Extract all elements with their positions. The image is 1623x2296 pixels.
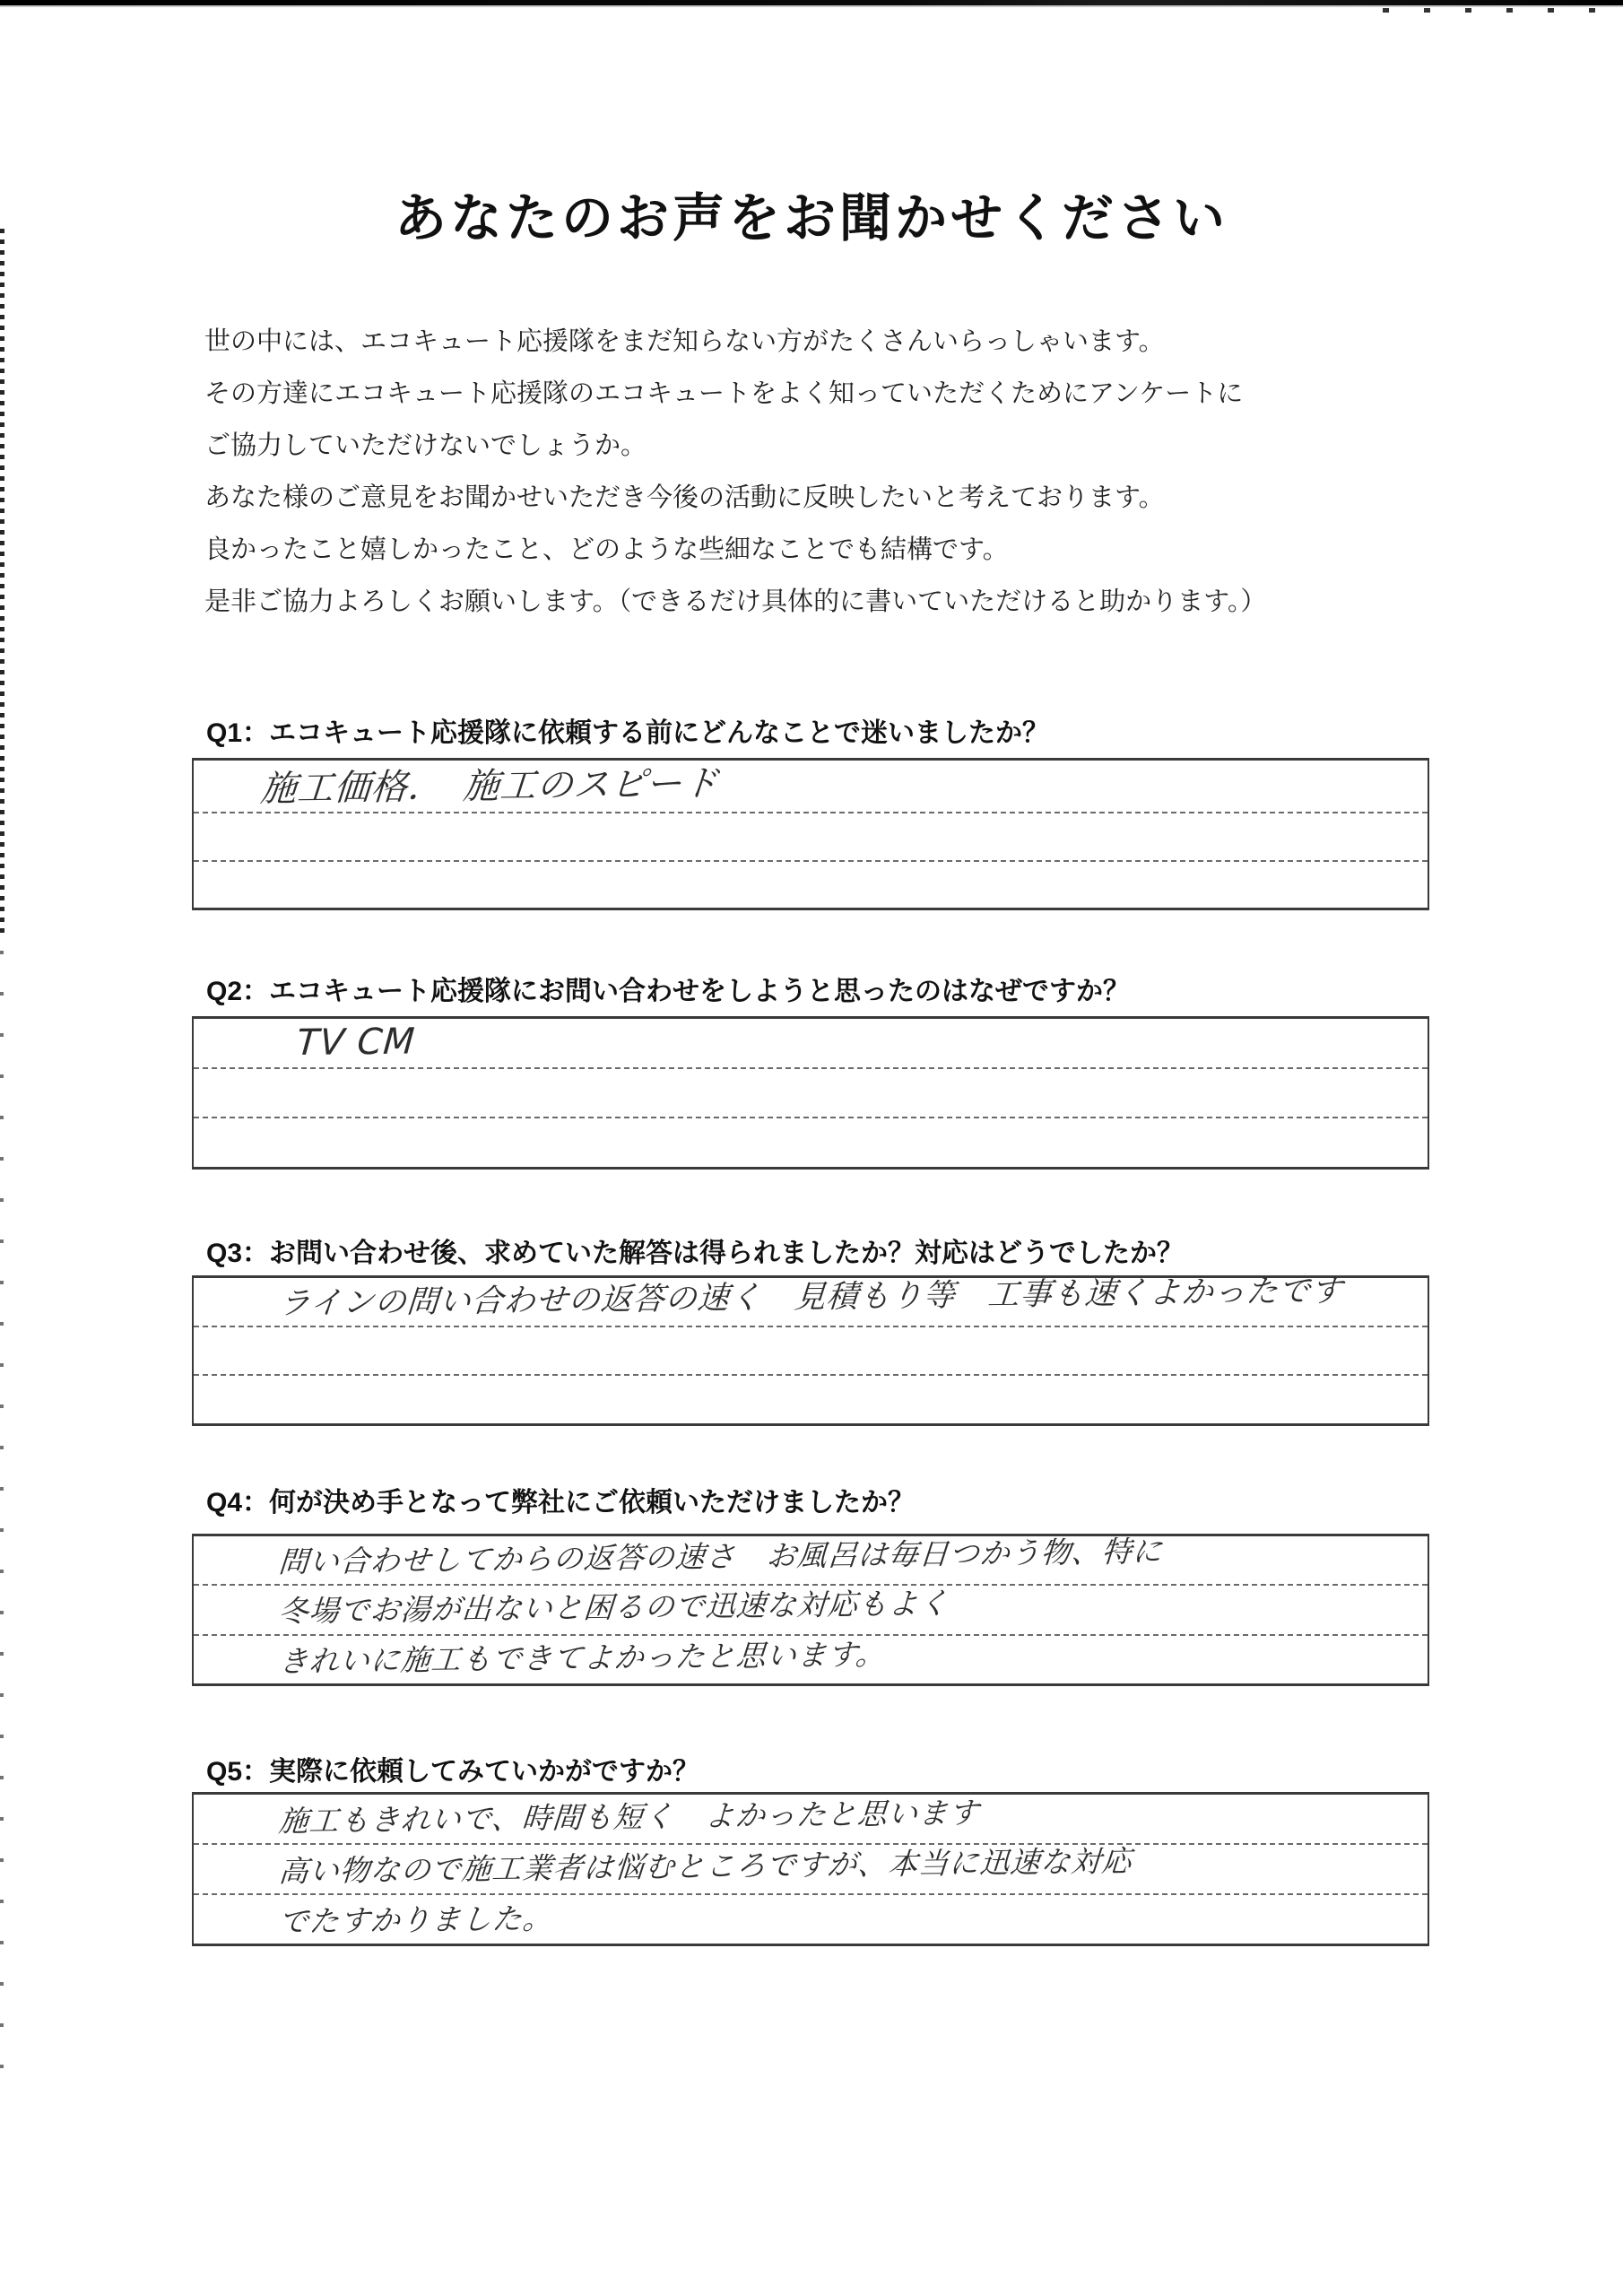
scan-artifact-top-bar xyxy=(0,0,1623,7)
scan-artifact-left-edge xyxy=(0,229,4,937)
answer-row xyxy=(194,862,1428,909)
intro-line-2: その方達にエコキュート応援隊のエコキュートをよく知っていただくためにアンケートに xyxy=(204,379,1244,408)
intro-line-3: ご協力していただけないでしょうか。 xyxy=(204,431,647,460)
answer-row xyxy=(194,813,1428,862)
answer-row xyxy=(194,1536,1428,1586)
question-4-answer-line-1: 問い合わせしてからの返答の速さ お風呂は毎日つかう物、特に xyxy=(277,1534,1165,1580)
answer-row xyxy=(194,1069,1428,1119)
question-3-answer-box xyxy=(192,1275,1429,1426)
answer-row xyxy=(194,1327,1428,1377)
question-2-answer-box xyxy=(192,1016,1429,1170)
question-1-label: Q1：エコキュート応援隊に依頼する前にどんなことで迷いましたか？ xyxy=(206,718,1050,748)
question-4-label: Q4：何が決め手となって弊社にご依頼いただけましたか？ xyxy=(206,1488,916,1518)
scan-artifact-specks xyxy=(1383,8,1616,13)
question-5-answer-line-1: 施工もきれいで、時間も短く よかったと思います xyxy=(277,1794,981,1839)
answer-row xyxy=(194,1376,1428,1423)
question-1-answer-line-1: 施工価格． 施工のスピード xyxy=(259,762,721,811)
page-title: あなたのお声をお聞かせください xyxy=(394,189,1228,248)
answer-row xyxy=(194,1842,1428,1895)
intro-line-6: 是非ご協力よろしくお願いします。（できるだけ具体的に書いていただけると助かります。） xyxy=(204,587,1267,616)
answer-row xyxy=(194,1895,1428,1944)
question-5-answer-line-2: 高い物なので施工業者は悩むところですが、本当に迅速な対応 xyxy=(277,1842,1133,1889)
intro-paragraph xyxy=(204,316,1433,628)
answer-row xyxy=(194,1586,1428,1635)
question-2-label: Q2：エコキュート応援隊にお問い合わせをしようと思ったのはなぜですか？ xyxy=(206,977,1131,1006)
intro-line-1: 世の中には、エコキュート応援隊をまだ知らない方がたくさんいらっしゃいます。 xyxy=(204,327,1165,356)
answer-row xyxy=(194,1118,1428,1167)
question-1-answer-box xyxy=(192,758,1429,910)
question-5-answer-box xyxy=(192,1792,1429,1946)
question-2-answer-line-1: TV CM xyxy=(295,1021,417,1064)
question-3-answer-line-1: ラインの問い合わせの返答の速く 見積もり等 工事も速くよかったです xyxy=(277,1273,1345,1323)
question-4-answer-line-3: きれいに施工もできてよかったと思います。 xyxy=(277,1636,888,1679)
intro-line-4: あなた様のご意見をお聞かせいただき今後の活動に反映したいと考えております。 xyxy=(204,483,1165,512)
answer-row xyxy=(194,761,1428,813)
question-5-label: Q5：実際に依頼してみていかがですか？ xyxy=(206,1757,700,1787)
answer-row xyxy=(194,1019,1428,1069)
question-3-label: Q3：お問い合わせ後、求めていた解答は得られましたか？対応はどうでしたか？ xyxy=(206,1239,1185,1268)
question-4-answer-box xyxy=(192,1534,1429,1686)
question-4-answer-line-2: 冬場でお湯が出ないと困るので迅速な対応もよく xyxy=(277,1586,951,1630)
intro-line-5: 良かったこと嬉しかったこと、どのような些細なことでも結構です。 xyxy=(204,535,1009,564)
answer-row xyxy=(194,1636,1428,1683)
question-5-answer-line-3: でたすかりました。 xyxy=(277,1900,555,1939)
scan-artifact-left-edge xyxy=(0,951,4,2099)
answer-row xyxy=(194,1795,1428,1845)
answer-row xyxy=(194,1273,1428,1327)
